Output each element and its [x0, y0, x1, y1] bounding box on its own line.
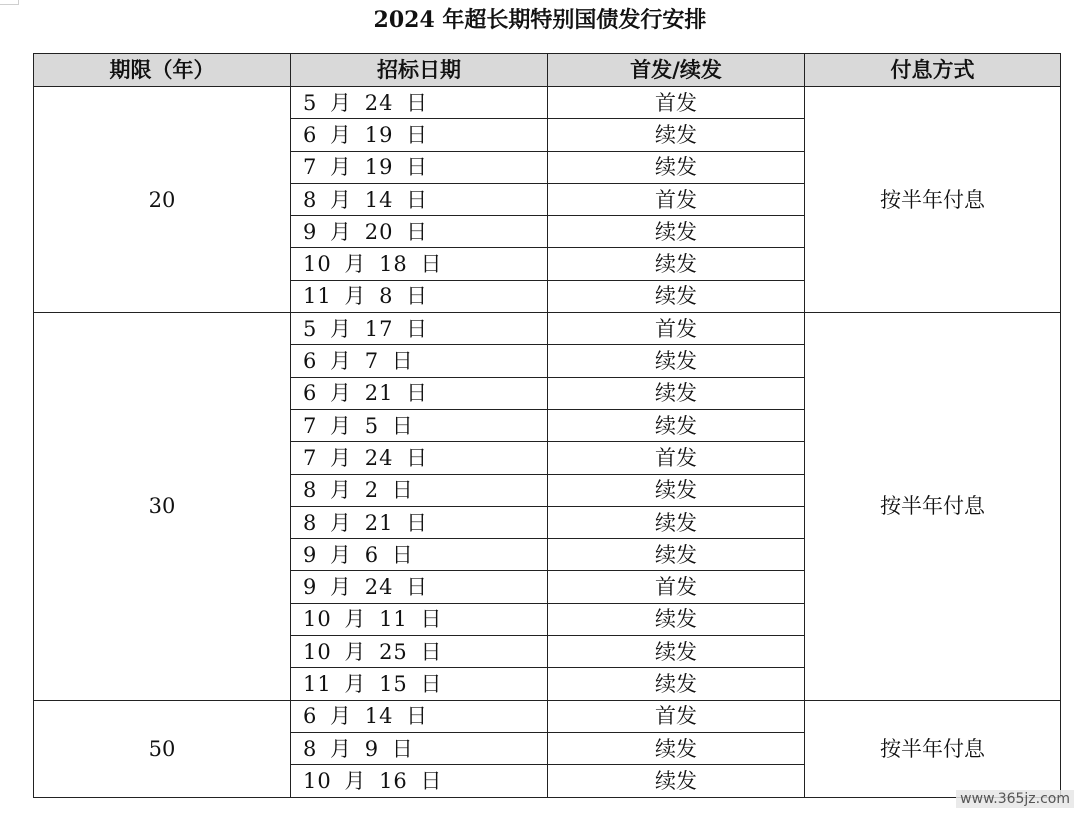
auction-date-cell: 8 月 2 日 — [291, 474, 548, 506]
issue-type-cell: 续发 — [548, 539, 805, 571]
issue-type-cell: 续发 — [548, 119, 805, 151]
auction-date-cell: 11 月 15 日 — [291, 668, 548, 700]
watermark: www.365jz.com — [956, 790, 1074, 808]
issue-type-cell: 首发 — [548, 571, 805, 603]
payment-method-cell: 按半年付息 — [805, 313, 1061, 701]
term-cell: 50 — [34, 700, 291, 797]
auction-date-cell: 8 月 14 日 — [291, 183, 548, 215]
auction-date-cell: 7 月 19 日 — [291, 151, 548, 183]
table-row — [34, 313, 1061, 345]
issue-type-cell: 续发 — [548, 474, 805, 506]
issue-type-cell: 首发 — [548, 442, 805, 474]
issue-type-cell: 首发 — [548, 87, 805, 119]
auction-date-cell: 9 月 6 日 — [291, 539, 548, 571]
issue-type-cell: 续发 — [548, 409, 805, 441]
auction-date-cell: 8 月 9 日 — [291, 732, 548, 764]
issue-type-cell: 续发 — [548, 248, 805, 280]
table-row — [34, 87, 1061, 119]
issue-type-cell: 续发 — [548, 377, 805, 409]
issue-type-cell: 续发 — [548, 151, 805, 183]
issue-type-cell: 续发 — [548, 345, 805, 377]
table-body — [34, 87, 1061, 798]
issue-type-cell: 续发 — [548, 216, 805, 248]
issue-type-cell: 续发 — [548, 603, 805, 635]
issue-type-cell: 续发 — [548, 765, 805, 797]
auction-date-cell: 10 月 25 日 — [291, 636, 548, 668]
issue-type-cell: 续发 — [548, 280, 805, 312]
auction-date-cell: 10 月 11 日 — [291, 603, 548, 635]
table-row — [34, 700, 1061, 732]
auction-date-cell: 7 月 5 日 — [291, 409, 548, 441]
issue-type-cell: 续发 — [548, 668, 805, 700]
auction-date-cell: 6 月 7 日 — [291, 345, 548, 377]
auction-date-cell: 5 月 17 日 — [291, 313, 548, 345]
header-auction-date: 招标日期 — [291, 54, 548, 87]
issue-type-cell: 续发 — [548, 636, 805, 668]
auction-date-cell: 10 月 16 日 — [291, 765, 548, 797]
issue-type-cell: 首发 — [548, 183, 805, 215]
issue-type-cell: 续发 — [548, 732, 805, 764]
header-payment-method: 付息方式 — [805, 54, 1061, 87]
auction-date-cell: 6 月 19 日 — [291, 119, 548, 151]
auction-date-cell: 9 月 20 日 — [291, 216, 548, 248]
issue-type-cell: 续发 — [548, 506, 805, 538]
term-cell: 30 — [34, 313, 291, 701]
header-issue-type: 首发/续发 — [548, 54, 805, 87]
issue-type-cell: 首发 — [548, 700, 805, 732]
auction-date-cell: 6 月 21 日 — [291, 377, 548, 409]
auction-date-cell: 8 月 21 日 — [291, 506, 548, 538]
header-term: 期限（年） — [34, 54, 291, 87]
auction-date-cell: 11 月 8 日 — [291, 280, 548, 312]
payment-method-cell: 按半年付息 — [805, 87, 1061, 313]
term-cell: 20 — [34, 87, 291, 313]
payment-method-cell: 按半年付息 — [805, 700, 1061, 797]
issue-type-cell: 首发 — [548, 313, 805, 345]
auction-date-cell: 6 月 14 日 — [291, 700, 548, 732]
header-row — [34, 54, 1061, 87]
document-title: 2024 年超长期特别国债发行安排 — [373, 7, 707, 33]
auction-date-cell: 10 月 18 日 — [291, 248, 548, 280]
auction-date-cell: 7 月 24 日 — [291, 442, 548, 474]
auction-date-cell: 5 月 24 日 — [291, 87, 548, 119]
auction-date-cell: 9 月 24 日 — [291, 571, 548, 603]
bond-schedule-table — [33, 53, 1061, 798]
